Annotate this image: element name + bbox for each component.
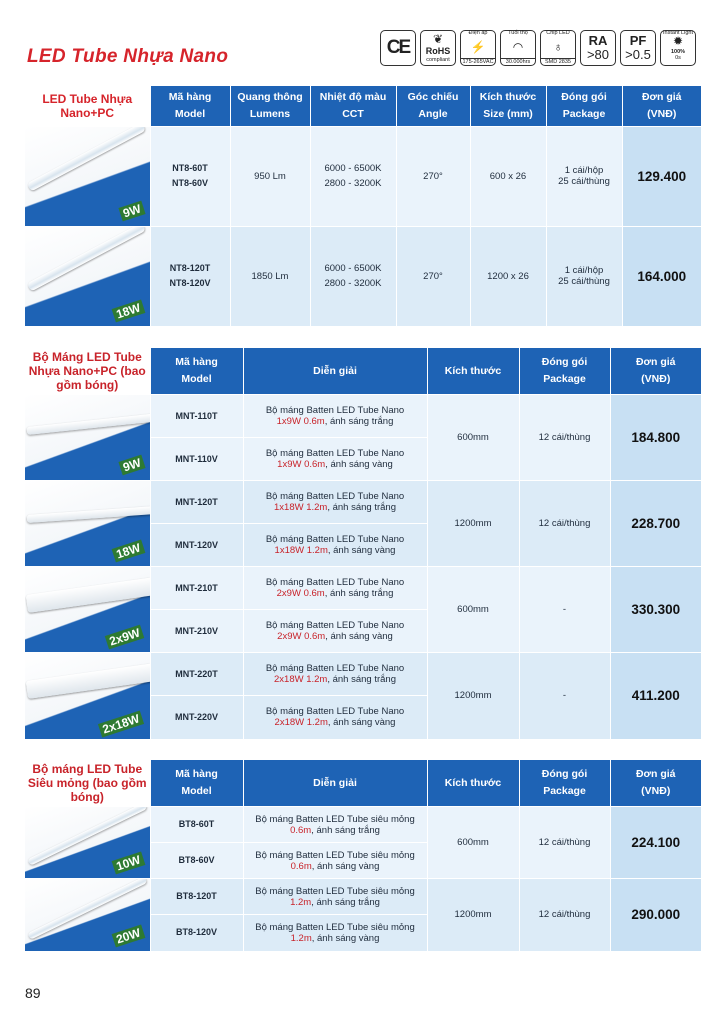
product-image [25,653,150,739]
gauge-icon: ◠ [512,40,524,55]
model-cell: MNT-210T [150,567,243,610]
table-row [25,879,701,915]
product-image [25,226,150,326]
col-price: Đơn giá (VNĐ) [622,86,701,126]
product-image [25,481,150,567]
product-image [25,395,150,481]
model-cell: NT8-60T NT8-60V [150,126,230,226]
table-row [25,126,701,226]
col-size: Kích thước [427,760,519,807]
wattage-label: 18W [111,540,145,563]
table-row [25,567,701,610]
category-title: LED Tube Nhựa Nano+PC [25,86,150,126]
col-desc: Diễn giải [243,760,427,807]
angle-cell: 270° [396,226,470,326]
price-cell: 129.400 [622,126,701,226]
size-cell: 600mm [427,567,519,653]
col-model: Mã hàng Model [150,348,243,395]
section-batten-slim [25,760,701,951]
model-cell: BT8-120T [150,879,243,915]
page-number: 89 [25,985,41,1001]
instant-sub: 0s [675,54,681,61]
category-title: Bộ Máng LED Tube Nhựa Nano+PC (bao gồm bóng) [25,348,150,395]
rohs-sub: compliant [426,56,450,63]
wattage-label: 9W [118,200,145,221]
desc-cell: Bộ máng Batten LED Tube siêu mỏng 1.2m, ánh sáng trắng [243,879,427,915]
price-cell: 228.700 [610,481,701,567]
wattage-label: 9W [118,455,145,476]
desc-cell: Bộ máng Batten LED Tube Nano 2x9W 0.6m, ánh sáng trắng [243,567,427,610]
size-cell: 1200mm [427,481,519,567]
size-cell: 1200mm [427,653,519,739]
chip-badge [540,30,576,66]
price-cell: 164.000 [622,226,701,326]
wattage-label: 2x9W [105,625,145,650]
lifetime-tag: Tuổi thọ [508,30,528,36]
voltage-tag: Điện áp [468,30,488,36]
price-cell: 411.200 [610,653,701,739]
col-package: Đóng gói Package [519,760,610,807]
page-title: LED Tube Nhựa Nano [27,46,229,67]
desc-cell: Bộ máng Batten LED Tube Nano 1x9W 0.6m, ánh sáng vàng [243,438,427,481]
pf-badge [620,30,656,66]
instant-light-badge [660,30,696,66]
desc-cell: Bộ máng Batten LED Tube siêu mỏng 1.2m, ánh sáng vàng [243,915,427,951]
ra-label: RA [588,32,608,48]
model-cell: MNT-220V [150,696,243,739]
table-row [25,807,701,843]
table-row [25,226,701,326]
package-cell: 12 cái/thùng [519,395,610,481]
batten-nano-table [25,348,701,739]
size-cell: 1200 x 26 [470,226,546,326]
table-row [25,653,701,696]
col-size: Kích thước Size (mm) [470,86,546,126]
package-cell: 1 cái/hộp 25 cái/thùng [546,126,622,226]
col-package: Đóng gói Package [519,348,610,395]
desc-cell: Bộ máng Batten LED Tube Nano 1x18W 1.2m, ánh sáng trắng [243,481,427,524]
voltage-value: 175-265VAC [462,58,494,65]
instant-tag: Instant Light [663,30,693,36]
table-header-row [25,86,701,126]
pf-value: >0.5 [625,47,651,62]
section-led-tube-nano [25,86,701,326]
lumens-cell: 1850 Lm [230,226,310,326]
package-cell: 12 cái/thùng [519,481,610,567]
model-cell: MNT-110T [150,395,243,438]
pf-label: PF [629,32,647,48]
col-angle: Góc chiếu Angle [396,86,470,126]
angle-cell: 270° [396,126,470,226]
desc-cell: Bộ máng Batten LED Tube siêu mỏng 0.6m, ánh sáng trắng [243,807,427,843]
instant-value: 100% [670,48,686,55]
col-package: Đóng gói Package [546,86,622,126]
wattage-label: 10W [111,852,145,875]
product-image [25,567,150,653]
model-cell: BT8-60V [150,843,243,879]
col-model: Mã hàng Model [150,760,243,807]
batten-slim-table [25,760,701,951]
size-cell: 600mm [427,807,519,879]
desc-cell: Bộ máng Batten LED Tube Nano 1x18W 1.2m, ánh sáng vàng [243,524,427,567]
lumens-cell: 950 Lm [230,126,310,226]
rohs-label: RoHS [425,45,451,56]
product-image [25,879,150,951]
model-cell: MNT-220T [150,653,243,696]
product-image [25,126,150,226]
desc-cell: Bộ máng Batten LED Tube Nano 2x9W 0.6m, ánh sáng vàng [243,610,427,653]
package-cell: 12 cái/thùng [519,879,610,951]
model-cell: NT8-120T NT8-120V [150,226,230,326]
cct-cell: 6000 - 6500K 2800 - 3200K [310,126,396,226]
product-image [25,807,150,879]
model-cell: MNT-210V [150,610,243,653]
bulb-icon: ♁ [553,40,563,55]
col-size: Kích thước [427,348,519,395]
col-price: Đơn giá (VNĐ) [610,348,701,395]
lightning-icon: ⚡ [470,40,486,55]
category-title: Bộ máng LED Tube Siêu mỏng (bao gồm bóng) [25,760,150,807]
table-header-row [25,760,701,807]
table-header-row [25,348,701,395]
cct-cell: 6000 - 6500K 2800 - 3200K [310,226,396,326]
ra-badge [580,30,616,66]
ce-label: CE [386,36,410,58]
package-cell: - [519,653,610,739]
table-row [25,395,701,438]
chip-value: SMD 2835 [541,58,575,65]
size-cell: 600mm [427,395,519,481]
col-desc: Diễn giải [243,348,427,395]
section-batten-nano [25,348,701,739]
leaf-icon: ❦ [432,32,444,47]
price-cell: 224.100 [610,807,701,879]
led-tube-table [25,86,701,326]
model-cell: MNT-120T [150,481,243,524]
package-cell: - [519,567,610,653]
desc-cell: Bộ máng Batten LED Tube siêu mỏng 0.6m, ánh sáng vàng [243,843,427,879]
lifetime-value: 30.000hrs [501,58,535,65]
model-cell: MNT-120V [150,524,243,567]
col-model: Mã hàng Model [150,86,230,126]
table-row [25,481,701,524]
ra-value: >80 [586,47,610,62]
lifetime-badge [500,30,536,66]
certification-badges [380,30,696,66]
desc-cell: Bộ máng Batten LED Tube Nano 2x18W 1.2m, ánh sáng trắng [243,653,427,696]
col-cct: Nhiệt độ màu CCT [310,86,396,126]
voltage-badge [460,30,496,66]
package-cell: 1 cái/hộp 25 cái/thùng [546,226,622,326]
model-cell: BT8-60T [150,807,243,843]
package-cell: 12 cái/thùng [519,807,610,879]
size-cell: 1200mm [427,879,519,951]
sun-icon: ✹ [672,34,684,49]
rohs-badge [420,30,456,66]
price-cell: 184.800 [610,395,701,481]
col-price: Đơn giá (VNĐ) [610,760,701,807]
ce-badge [380,30,416,66]
model-cell: BT8-120V [150,915,243,951]
wattage-label: 2x18W [98,710,144,737]
desc-cell: Bộ máng Batten LED Tube Nano 1x9W 0.6m, ánh sáng trắng [243,395,427,438]
model-cell: MNT-110V [150,438,243,481]
col-lumens: Quang thông Lumens [230,86,310,126]
size-cell: 600 x 26 [470,126,546,226]
price-cell: 330.300 [610,567,701,653]
desc-cell: Bộ máng Batten LED Tube Nano 2x18W 1.2m, ánh sáng vàng [243,696,427,739]
wattage-label: 18W [111,300,145,323]
wattage-label: 20W [111,924,145,947]
price-cell: 290.000 [610,879,701,951]
chip-tag: Chip LED [546,30,570,36]
